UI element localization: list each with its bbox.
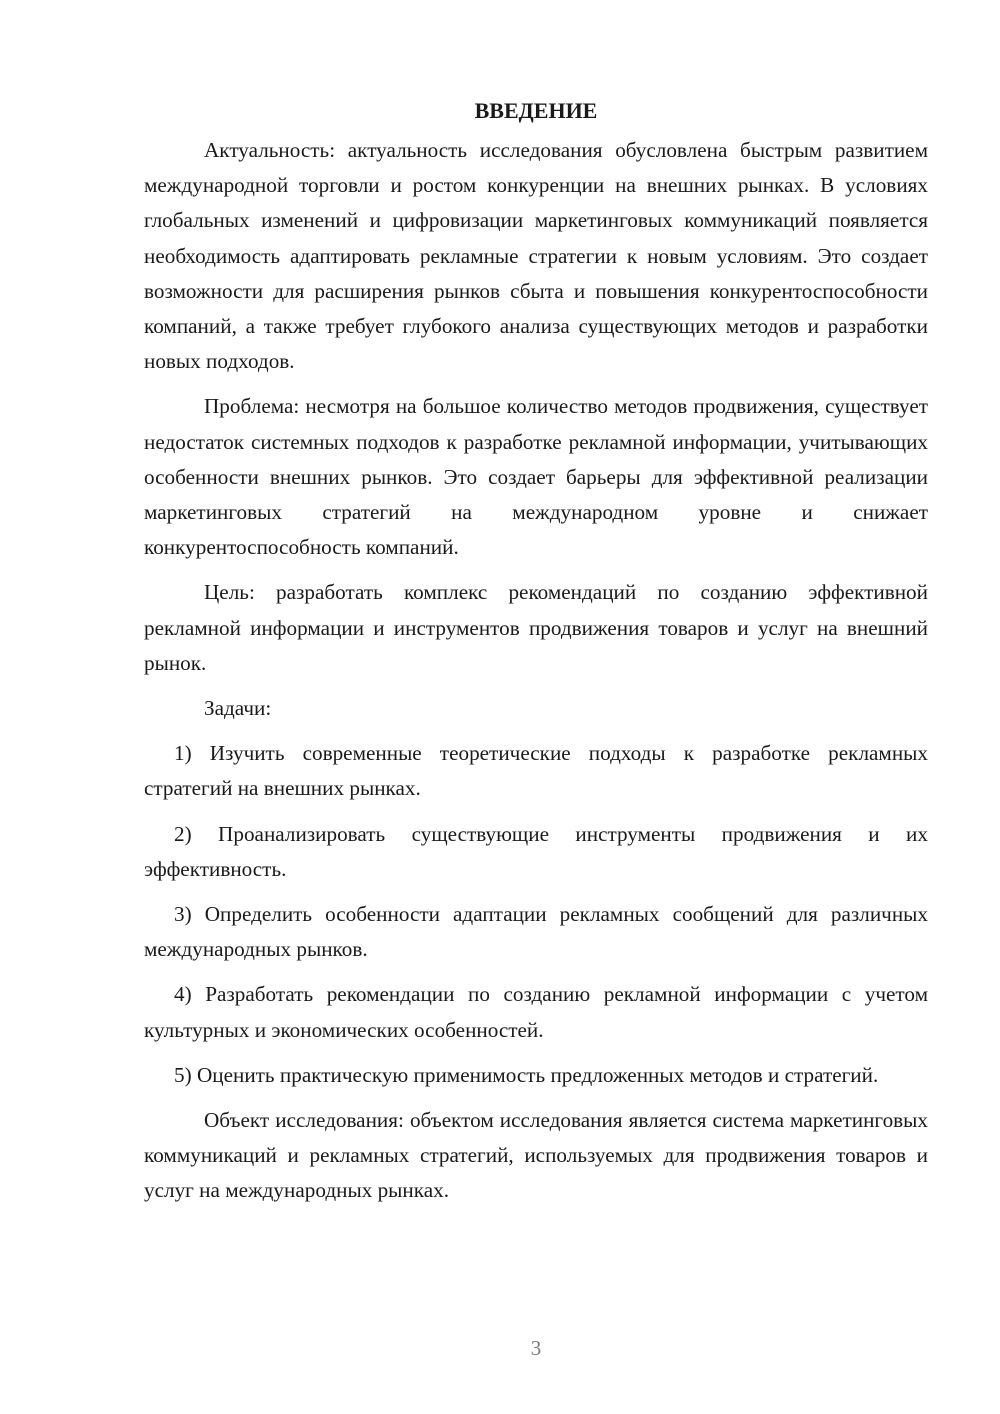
- page-number: 3: [530, 1336, 542, 1360]
- task-item: 2) Проанализировать существующие инструменты продвижения и их эффективность.: [144, 821, 928, 881]
- task-item: 1) Изучить современные теоретические подходы к разработке рекламных стратегий на внешних рынках.: [144, 741, 928, 801]
- document-page: [144, 95, 928, 1219]
- tasks-title: Задачи:: [204, 696, 272, 721]
- task-item: 4) Разработать рекомендации по созданию рекламной информации с учетом культурных и экономических особенностей.: [144, 982, 928, 1042]
- paragraph-relevance: Актуальность: актуальность исследования обусловлена быстрым развитием международной торговли и ростом конкуренции на внешних рынках. В условиях глобальных изменений и цифровизации маркетинговых коммуникаций появляется необходимость адаптировать рекламные стратегии к новым условиям. Это создает возможности для расширения рынков сбыта и повышения конкурентоспособности компаний, а также требует глубокого анализа существующих методов и разработки новых подходов.: [144, 138, 928, 374]
- paragraph-object: Объект исследования: объектом исследования является система маркетинговых коммуникаций и рекламных стратегий, используемых для продвижения товаров и услуг на международных рынках.: [144, 1108, 928, 1203]
- paragraph-goal: Цель: разработать комплекс рекомендаций по созданию эффективной рекламной информации и инструментов продвижения товаров и услуг на внешний рынок.: [144, 580, 928, 675]
- tasks-list: [144, 736, 928, 1093]
- section-heading: ВВЕДЕНИЕ: [474, 98, 598, 123]
- paragraph-problem: Проблема: несмотря на большое количество методов продвижения, существует недостаток системных подходов к разработке рекламной информации, учитывающих особенности внешних рынков. Это создает барьеры для эффективной реализации маркетинговых стратегий на международном уровне и снижает конкурентоспособность компаний.: [144, 394, 928, 560]
- task-item: 3) Определить особенности адаптации рекламных сообщений для различных международных рынков.: [144, 902, 928, 962]
- task-item: 5) Оценить практическую применимость предложенных методов и стратегий.: [174, 1062, 879, 1087]
